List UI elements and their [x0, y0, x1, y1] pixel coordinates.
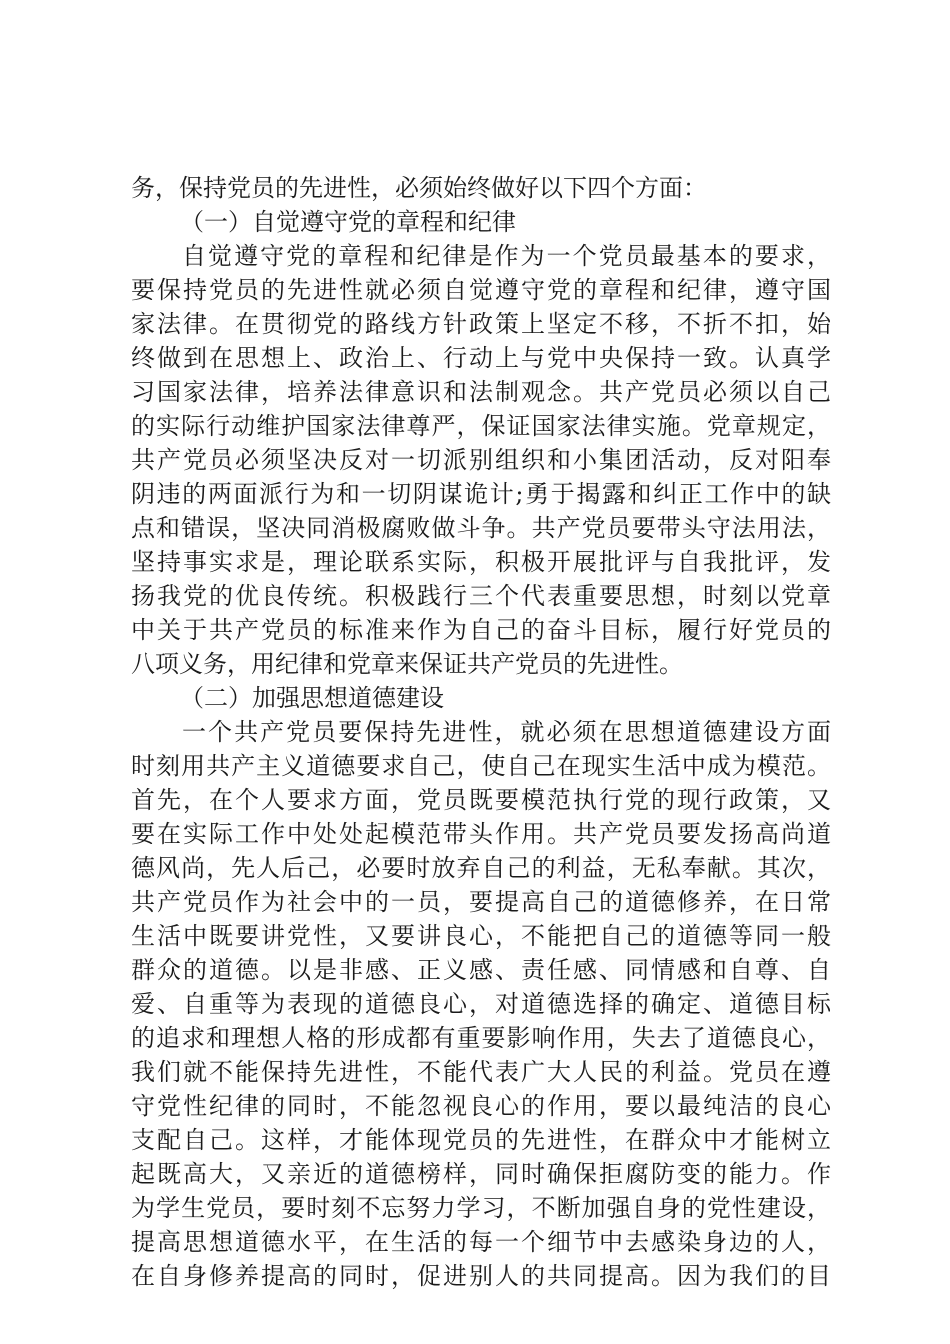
text-line: 起既高大，又亲近的道德榜样，同时确保拒腐防变的能力。作: [131, 1160, 831, 1188]
text-line: 习国家法律，培养法律意识和法制观念。共产党员必须以自己: [131, 378, 831, 406]
text-line: 守党性纪律的同时，不能忽视良心的作用，要以最纯洁的良心: [131, 1092, 831, 1120]
text-line: 提高思想道德水平，在生活的每一个细节中去感染身边的人，: [131, 1228, 831, 1256]
text-line: 的追求和理想人格的形成都有重要影响作用，失去了道德良心，: [131, 1024, 831, 1052]
text-line: 首先，在个人要求方面，党员既要模范执行党的现行政策，又: [131, 786, 831, 814]
text-line: 时刻用共产主义道德要求自己，使自己在现实生活中成为模范。: [131, 752, 831, 780]
text-line: 阴违的两面派行为和一切阴谋诡计;勇于揭露和纠正工作中的缺: [131, 480, 831, 508]
text-line: 生活中既要讲党性，又要讲良心，不能把自己的道德等同一般: [131, 922, 831, 950]
text-line: 扬我党的优良传统。积极践行三个代表重要思想，时刻以党章: [131, 582, 831, 610]
text-line: 坚持事实求是，理论联系实际，积极开展批评与自我批评，发: [131, 548, 831, 576]
text-line: 群众的道德。以是非感、正义感、责任感、同情感和自尊、自: [131, 956, 831, 984]
text-line: 爱、自重等为表现的道德良心，对道德选择的确定、道德目标: [131, 990, 831, 1018]
text-line: 支配自己。这样，才能体现党员的先进性，在群众中才能树立: [131, 1126, 831, 1154]
text-line: 在自身修养提高的同时，促进别人的共同提高。因为我们的目: [131, 1262, 831, 1290]
text-line: 务，保持党员的先进性，必须始终做好以下四个方面：: [131, 174, 707, 202]
text-line: 共产党员作为社会中的一员，要提高自己的道德修养，在日常: [131, 888, 831, 916]
text-line: 要在实际工作中处处起模范带头作用。共产党员要发扬高尚道: [131, 820, 831, 848]
paragraph-first-line: 一个共产党员要保持先进性，就必须在思想道德建设方面: [182, 718, 831, 746]
text-line: 中关于共产党员的标准来作为自己的奋斗目标，履行好党员的: [131, 616, 831, 644]
section-heading: （二）加强思想道德建设: [180, 684, 444, 712]
text-line: 我们就不能保持先进性，不能代表广大人民的利益。党员在遵: [131, 1058, 831, 1086]
text-line: 家法律。在贯彻党的路线方针政策上坚定不移，不折不扣，始: [131, 310, 831, 338]
text-line: 的实际行动维护国家法律尊严，保证国家法律实施。党章规定，: [131, 412, 831, 440]
text-line: 共产党员必须坚决反对一切派别组织和小集团活动，反对阳奉: [131, 446, 831, 474]
text-line: 要保持党员的先进性就必须自觉遵守党的章程和纪律，遵守国: [131, 276, 831, 304]
text-line: 为学生党员，要时刻不忘努力学习，不断加强自身的党性建设，: [131, 1194, 831, 1222]
text-line: 八项义务，用纪律和党章来保证共产党员的先进性。: [131, 650, 683, 678]
text-line: 德风尚，先人后己，必要时放弃自己的利益，无私奉献。其次，: [131, 854, 831, 882]
text-line: 终做到在思想上、政治上、行动上与党中央保持一致。认真学: [131, 344, 831, 372]
paragraph-first-line: 自觉遵守党的章程和纪律是作为一个党员最基本的要求，: [182, 242, 831, 270]
section-heading: （一）自觉遵守党的章程和纪律: [180, 208, 516, 236]
text-line: 点和错误，坚决同消极腐败做斗争。共产党员要带头守法用法，: [131, 514, 831, 542]
